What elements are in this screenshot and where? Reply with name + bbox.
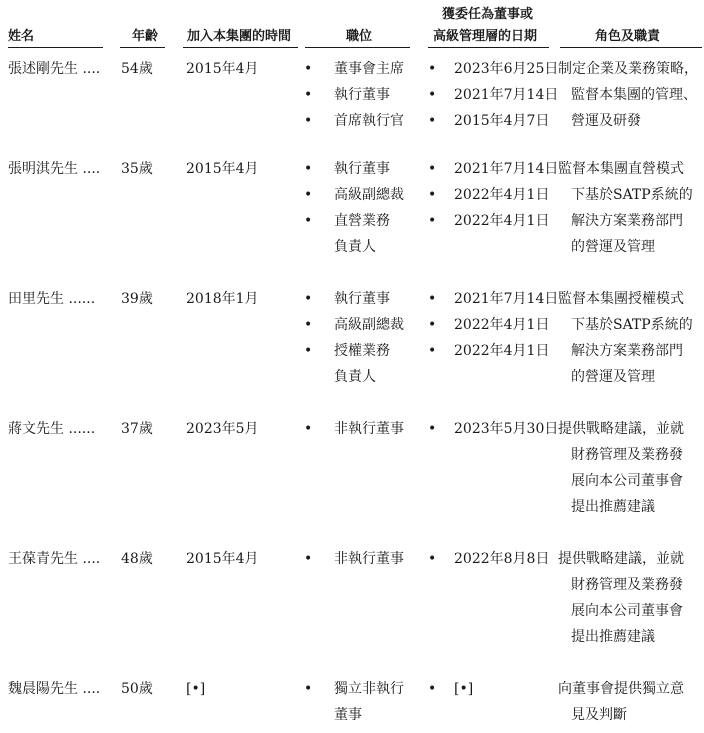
role-line: 下基於SATP系統的: [571, 187, 693, 203]
row-role-description: [558, 56, 698, 134]
appointment-date-item: [428, 676, 473, 702]
row-role-description: [558, 546, 684, 650]
row-join-date: 2015年4月: [186, 61, 259, 77]
position-item: [304, 338, 404, 364]
role-line: 解決方案業務部門: [571, 343, 683, 359]
row-join-date: 2018年1月: [186, 291, 259, 307]
appointment-date-label: 2021年7月14日: [454, 161, 559, 177]
row-name: 田里先生 ......: [8, 291, 96, 307]
position-label: 執行董事: [334, 291, 390, 307]
bullet-icon: •: [428, 113, 437, 129]
position-label: 獨立非執行: [334, 681, 404, 697]
bullet-icon: •: [428, 421, 437, 437]
position-label: 執行董事: [334, 87, 390, 103]
position-item: [304, 56, 404, 82]
role-line: 監督本集團直營模式: [558, 161, 684, 177]
position-label: 首席執行官: [334, 113, 404, 129]
appointment-date-item: [428, 56, 558, 82]
position-label: 董事: [334, 707, 362, 723]
row-name: 魏晨陽先生 ....: [8, 681, 101, 697]
row-positions: [304, 286, 404, 390]
position-label: 直營業務: [334, 213, 390, 229]
appointment-date-item: [428, 312, 558, 338]
appointment-date-label: 2022年4月1日: [454, 317, 550, 333]
appointment-date-item: [428, 156, 558, 182]
bullet-icon: •: [428, 343, 437, 359]
appointment-date-label: 2021年7月14日: [454, 87, 559, 103]
position-item: [304, 108, 404, 134]
bullet-icon: •: [428, 61, 437, 77]
row-role-description: [558, 286, 693, 390]
position-item: [304, 364, 404, 390]
row-age: 35歲: [121, 161, 153, 177]
row-name: 張述剛先生 ....: [8, 61, 101, 77]
row-appointment-dates: [428, 416, 558, 442]
appointment-date-label: 2023年6月25日: [454, 61, 559, 77]
row-join-date: 2015年4月: [186, 551, 259, 567]
role-line: 解決方案業務部門: [571, 213, 683, 229]
position-item: [304, 156, 404, 182]
position-item: [304, 182, 404, 208]
position-item: [304, 546, 404, 572]
bullet-icon: •: [428, 187, 437, 203]
appointment-date-label: 2022年4月1日: [454, 187, 550, 203]
header-rule-role: [560, 47, 702, 48]
header-appointment-date-line1: 獲委任為董事或: [442, 7, 534, 22]
position-label: 非執行董事: [334, 551, 404, 567]
row-age: 54歲: [121, 61, 153, 77]
role-line: 監督本集團的管理、: [571, 87, 697, 103]
role-line: 監督本集團授權模式: [558, 291, 684, 307]
role-line: 提出推薦建議: [571, 499, 655, 515]
role-line: 提供戰略建議，並就: [558, 421, 684, 437]
appointment-date-item: [428, 82, 558, 108]
bullet-icon: •: [304, 291, 313, 307]
bullet-icon: •: [428, 87, 437, 103]
bullet-icon: •: [428, 681, 437, 697]
position-label: 董事會主席: [334, 61, 404, 77]
appointment-date-item: [428, 108, 558, 134]
appointment-date-item: [428, 286, 558, 312]
position-item: [304, 312, 404, 338]
header-rule-appointment: [428, 47, 549, 48]
row-appointment-dates: [428, 676, 473, 702]
row-appointment-dates: [428, 56, 558, 134]
position-item: [304, 416, 404, 442]
header-rule-name: [8, 47, 103, 48]
header-join-date: 加入本集團的時間: [187, 29, 292, 44]
appointment-date-label: [•]: [454, 681, 474, 697]
bullet-icon: •: [428, 317, 437, 333]
row-name: 張明淇先生 ....: [8, 161, 101, 177]
row-appointment-dates: [428, 156, 558, 234]
position-item: [304, 286, 404, 312]
bullet-icon: •: [428, 291, 437, 307]
bullet-icon: •: [304, 161, 313, 177]
row-join-date: [•]: [186, 681, 206, 697]
position-label: 負責人: [334, 369, 376, 385]
role-line: 展向本公司董事會: [571, 603, 683, 619]
header-rule-position: [305, 47, 410, 48]
bullet-icon: •: [304, 61, 313, 77]
position-label: 非執行董事: [334, 421, 404, 437]
appointment-date-label: 2021年7月14日: [454, 291, 559, 307]
role-line: 財務管理及業務發: [571, 577, 683, 593]
appointment-date-label: 2015年4月7日: [454, 113, 550, 129]
bullet-icon: •: [304, 681, 313, 697]
header-name: 姓名: [8, 29, 35, 44]
bullet-icon: •: [428, 213, 437, 229]
position-item: [304, 702, 404, 728]
row-age: 39歲: [121, 291, 153, 307]
position-label: 負責人: [334, 239, 376, 255]
position-item: [304, 82, 404, 108]
row-positions: [304, 676, 404, 728]
appointment-date-item: [428, 338, 558, 364]
row-age: 50歲: [121, 681, 153, 697]
role-line: 的營運及管理: [571, 369, 655, 385]
role-line: 財務管理及業務發: [571, 447, 683, 463]
appointment-date-label: 2022年4月1日: [454, 343, 550, 359]
role-line: 見及判斷: [571, 707, 627, 723]
role-line: 展向本公司董事會: [571, 473, 683, 489]
role-line: 制定企業及業務策略，: [558, 61, 698, 77]
header-role: 角色及職責: [595, 29, 661, 44]
appointment-date-label: 2023年5月30日: [454, 421, 559, 437]
bullet-icon: •: [304, 187, 313, 203]
header-age: 年齡: [132, 29, 159, 44]
appointment-date-label: 2022年8月8日: [454, 551, 550, 567]
role-line: 提供戰略建議，並就: [558, 551, 684, 567]
bullet-icon: •: [304, 317, 313, 333]
appointment-date-item: [428, 416, 558, 442]
role-line: 營運及研發: [571, 113, 641, 129]
position-item: [304, 234, 404, 260]
position-item: [304, 676, 404, 702]
role-line: 下基於SATP系統的: [571, 317, 693, 333]
row-positions: [304, 416, 404, 442]
header-rule-join: [183, 47, 298, 48]
appointment-date-item: [428, 208, 558, 234]
bullet-icon: •: [304, 113, 313, 129]
row-age: 37歲: [121, 421, 153, 437]
position-label: 執行董事: [334, 161, 390, 177]
bullet-icon: •: [304, 343, 313, 359]
row-join-date: 2015年4月: [186, 161, 259, 177]
row-positions: [304, 156, 404, 260]
row-name: 王葆青先生 ....: [8, 551, 101, 567]
role-line: 的營運及管理: [571, 239, 655, 255]
position-item: [304, 208, 404, 234]
appointment-date-item: [428, 546, 549, 572]
row-name: 蔣文先生 ......: [8, 421, 96, 437]
row-role-description: [558, 156, 693, 260]
row-role-description: [558, 676, 684, 728]
position-label: 授權業務: [334, 343, 390, 359]
row-appointment-dates: [428, 546, 549, 572]
position-label: 高級副總裁: [334, 187, 404, 203]
appointment-date-label: 2022年4月1日: [454, 213, 550, 229]
header-position: 職位: [346, 29, 373, 44]
bullet-icon: •: [304, 87, 313, 103]
row-age: 48歲: [121, 551, 153, 567]
bullet-icon: •: [428, 161, 437, 177]
row-positions: [304, 56, 404, 134]
row-positions: [304, 546, 404, 572]
role-line: 提出推薦建議: [571, 629, 655, 645]
row-join-date: 2023年5月: [186, 421, 259, 437]
bullet-icon: •: [428, 551, 437, 567]
appointment-date-item: [428, 182, 558, 208]
position-label: 高級副總裁: [334, 317, 404, 333]
header-rule-age: [120, 47, 165, 48]
row-appointment-dates: [428, 286, 558, 364]
bullet-icon: •: [304, 551, 313, 567]
header-appointment-date-line2: 高級管理層的日期: [433, 29, 538, 44]
role-line: 向董事會提供獨立意: [558, 681, 684, 697]
row-role-description: [558, 416, 684, 520]
bullet-icon: •: [304, 213, 313, 229]
bullet-icon: •: [304, 421, 313, 437]
